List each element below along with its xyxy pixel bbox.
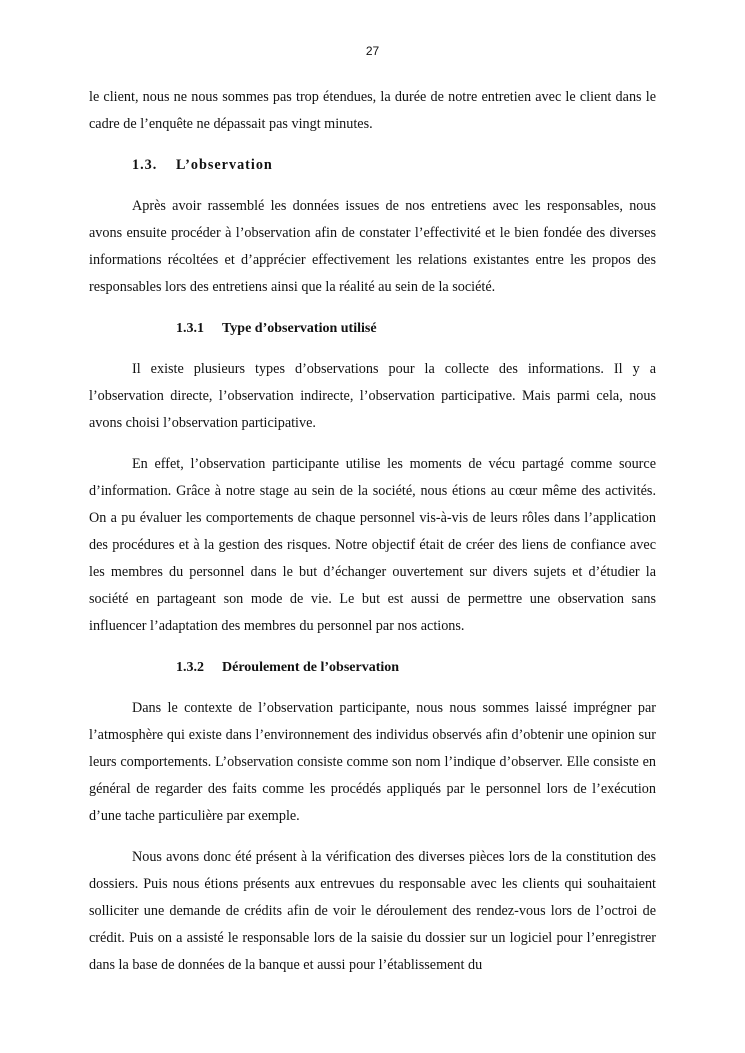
- section-number: 1.3.: [132, 157, 158, 173]
- section-title: L’observation: [176, 157, 273, 173]
- subsection-heading: [89, 315, 656, 342]
- section-heading: [89, 152, 656, 179]
- document-body: [89, 84, 656, 979]
- paragraph: Nous avons donc été présent à la vérification des diverses pièces lors de la constitution des dossiers. Puis nous étions présents aux entrevues du responsable avec les clients qui souhaitaient solliciter une demande de crédits afin de voir le déroulement des rendez-vous lors de l’octroi de crédit. Puis on a assisté le responsable lors de la saisie du dossier sur un logiciel pour l’enregistrer dans la base de données de la banque et aussi pour l’établissement du: [89, 849, 656, 973]
- subsection-title: Déroulement de l’observation: [222, 660, 400, 675]
- subsection-heading: [89, 654, 656, 681]
- paragraph: En effet, l’observation participante utilise les moments de vécu partagé comme source d’information. Grâce à notre stage au sein de la société, nous étions au cœur même des activités. On a pu évaluer les comportements de chaque personnel vis-à-vis de leurs rôles dans l’application des procédures et à la gestion des risques. Notre objectif était de créer des liens de confiance avec les membres du personnel dans le but d’échanger ouvertement sur divers sujets et d’étudier la société en partageant son mode de vie. Le but est aussi de permettre une observation sans influencer l’adaptation des membres du personnel par nos actions.: [89, 456, 656, 634]
- subsection-number: 1.3.1: [176, 321, 204, 336]
- page-number: 27: [365, 44, 380, 58]
- subsection-number: 1.3.2: [176, 660, 204, 675]
- paragraph-continuation: le client, nous ne nous sommes pas trop étendues, la durée de notre entretien avec le client dans le cadre de l’enquête ne dépassait pas vingt minutes.: [89, 89, 656, 132]
- paragraph: Après avoir rassemblé les données issues de nos entretiens avec les responsables, nous avons ensuite procéder à l’observation afin de constater l’effectivité et le bien fondée des diverses informations récoltées et d’apprécier effectivement les relations existantes entre les propos des responsables lors des entretiens ainsi que la réalité au sein de la société.: [89, 198, 656, 295]
- paragraph: Dans le contexte de l’observation participante, nous nous sommes laissé imprégner par l’atmosphère qui existe dans l’environnement des individus observés afin d’obtenir une opinion sur leurs comportements. L’observation consiste comme son nom l’indique d’observer. Elle consiste en général de regarder des faits comme les procédés appliqués par le personnel lors de l’exécution d’une tache particulière par exemple.: [89, 700, 656, 824]
- paragraph: Il existe plusieurs types d’observations pour la collecte des informations. Il y a l’observation directe, l’observation indirecte, l’observation participative. Mais parmi cela, nous avons choisi l’observation participative.: [89, 361, 656, 431]
- subsection-title: Type d’observation utilisé: [222, 321, 377, 336]
